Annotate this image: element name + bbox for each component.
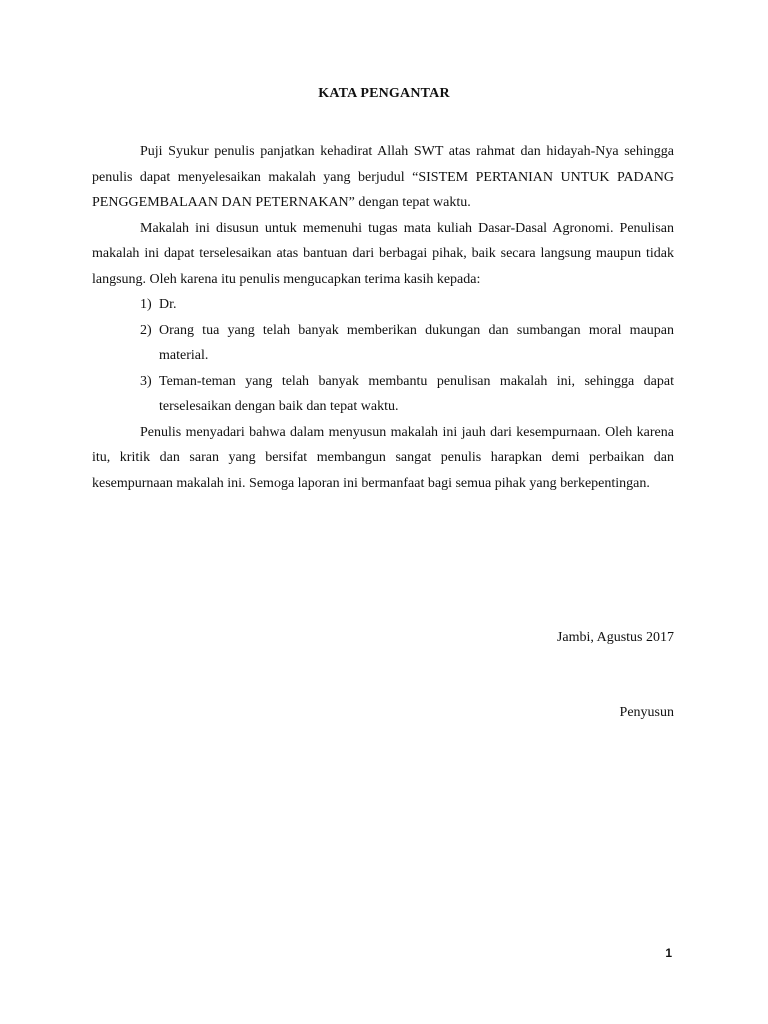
list-item bbox=[92, 369, 674, 420]
page-number: 1 bbox=[665, 946, 672, 960]
list-item-text: Orang tua yang telah banyak memberikan dukungan dan sumbangan moral maupan material. bbox=[159, 322, 674, 363]
place-date: Jambi, Agustus 2017 bbox=[556, 630, 674, 645]
list-item-number: 3) bbox=[140, 373, 152, 389]
signature-label: Penyusun bbox=[619, 705, 674, 720]
list-item-text: Teman-teman yang telah banyak membantu penulisan makalah ini, sehingga dapat terselesaikan dengan baik dan tepat waktu. bbox=[159, 373, 674, 414]
list-item-text: Dr. bbox=[159, 297, 177, 312]
list-item-number: 2) bbox=[140, 322, 152, 338]
intro-paragraph: Puji Syukur penulis panjatkan kehadirat Allah SWT atas rahmat dan hidayah-Nya sehingga penulis dapat menyelesaikan makalah yang berjudul “SISTEM PERTANIAN UNTUK PADANG PENGGEMBALAAN DAN PETERNAKAN” dengan tepat waktu. bbox=[92, 144, 674, 210]
list-item bbox=[92, 292, 674, 318]
page-title: KATA PENGANTAR bbox=[318, 86, 450, 101]
list-item-number: 1) bbox=[140, 297, 152, 312]
list-item bbox=[92, 318, 674, 369]
purpose-paragraph: Makalah ini disusun untuk memenuhi tugas mata kuliah Dasar-Dasal Agronomi. Penulisan makalah ini dapat terselesaikan atas bantuan dari berbagai pihak, baik secara langsung maupun tidak langsung. Oleh karena itu penulis mengucapkan terima kasih kepada: bbox=[92, 220, 674, 287]
acknowledgement-list bbox=[92, 292, 674, 420]
body-text bbox=[92, 139, 674, 496]
closing-paragraph: Penulis menyadari bahwa dalam menyusun makalah ini jauh dari kesempurnaan. Oleh karena itu, kritik dan saran yang bersifat membangun sangat penulis harapkan demi perbaikan dan kesempurnaan makalah ini. Semoga laporan ini bermanfaat bagi semua pihak yang berkepentingan. bbox=[92, 424, 674, 491]
